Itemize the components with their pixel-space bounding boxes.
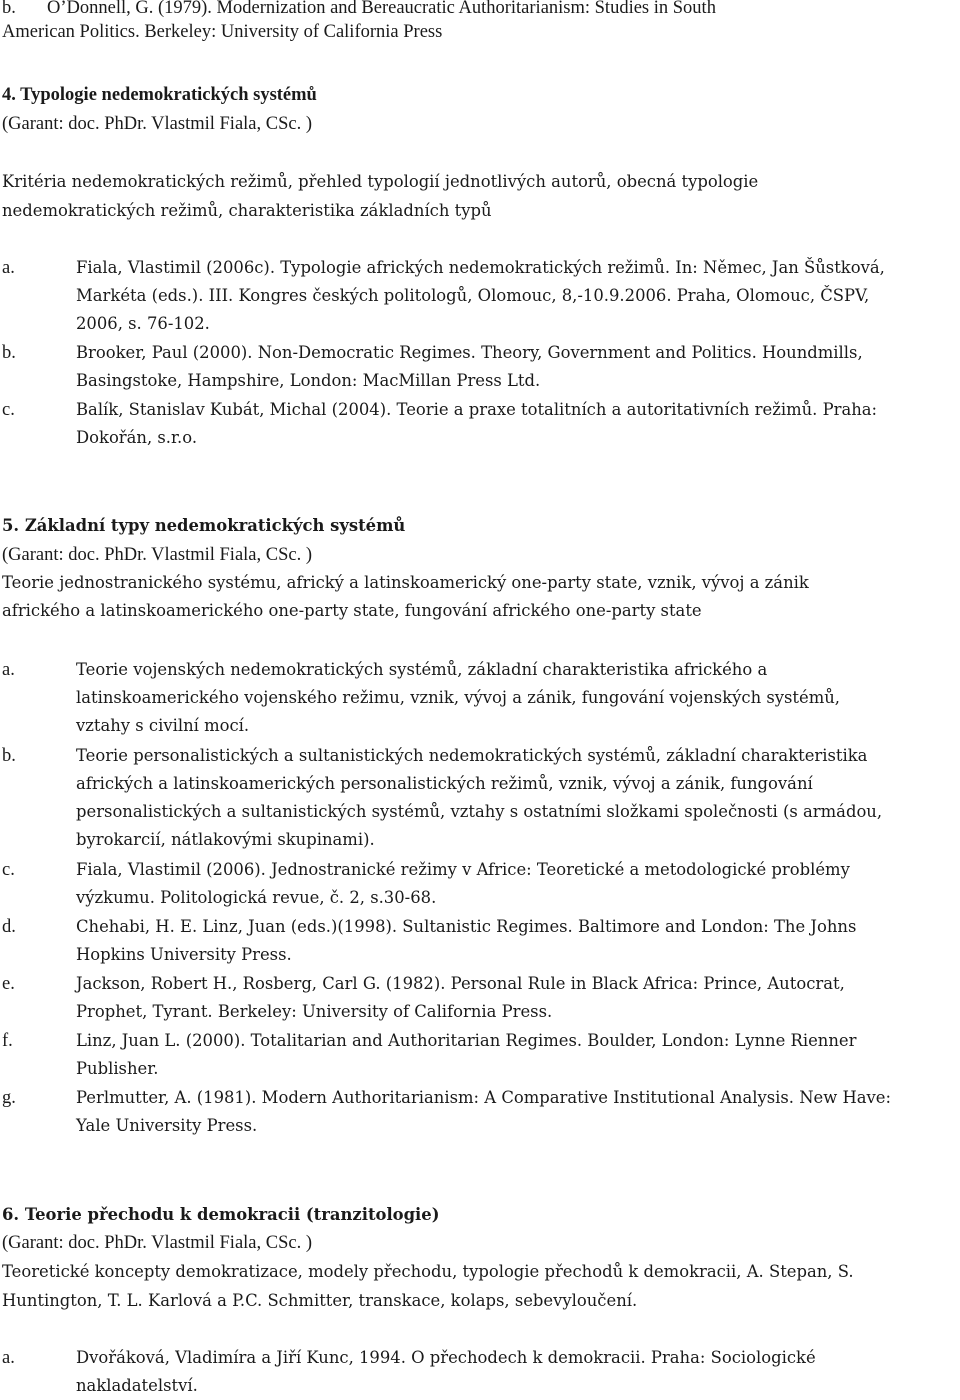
list-item-text: Linz, Juan L. (2000). Totalitarian and Authoritarian Regimes. Boulder, London: Lynne Rienner Publisher. xyxy=(76,1031,857,1078)
section-heading: 5. Základní typy nedemokratických systémů xyxy=(2,516,406,535)
section-garant: (Garant: doc. PhDr. Vlastmil Fiala, CSc. ) xyxy=(2,1233,313,1253)
list-marker: f. xyxy=(2,1031,13,1051)
list-marker: b. xyxy=(2,0,16,18)
list-marker: c. xyxy=(2,400,15,420)
section-garant: (Garant: doc. PhDr. Vlastmil Fiala, CSc. ) xyxy=(2,545,313,565)
reference-line: O’Donnell, G. (1979). Modernization and Bereaucratic Authoritarianism: Studies in South xyxy=(47,0,716,18)
list-marker: d. xyxy=(2,917,16,937)
list-marker: b. xyxy=(2,343,16,363)
list-marker: a. xyxy=(2,258,15,278)
list-marker: e. xyxy=(2,974,15,994)
section-description: Kritéria nedemokratických režimů, přehled typologií jednotlivých autorů, obecná typologie xyxy=(2,172,759,191)
section-description: Huntington, T. L. Karlová a P.C. Schmitter, transkace, kolaps, sebevyloučení. xyxy=(2,1291,638,1310)
list-item-text: Fiala, Vlastimil (2006). Jednostranické režimy v Africe: Teoretické a metodologické problémy výzkumu. Politologická revue, č. 2, s.30-68. xyxy=(76,860,850,907)
list-marker: c. xyxy=(2,860,15,880)
section-description: Teorie jednostranického systému, africký a latinskoamerický one-party state, vznik, vývoj a zánik xyxy=(2,573,809,592)
list-marker: a. xyxy=(2,660,15,680)
list-item-text: Teorie personalistických a sultanistických nedemokratických systémů, základní charakteristika afrických a latinskoamerických personalistických režimů, vznik, vývoj a zánik, fungování personalistických a sultanistických systémů, vztahy s ostatními složkami společnosti (s armádou, byrokarcií, nátlakovými skupinami). xyxy=(76,746,883,849)
list-item-text: Teorie vojenských nedemokratických systémů, základní charakteristika afrického a latinskoamerického vojenského režimu, vznik, vývoj a zánik, fungování vojenských systémů, vztahy s civilní mocí. xyxy=(76,660,841,735)
list-marker: b. xyxy=(2,746,16,766)
section-heading: 6. Teorie přechodu k demokracii (tranzitologie) xyxy=(2,1205,440,1224)
list-item-text: Fiala, Vlastimil (2006c). Typologie afrických nedemokratických režimů. In: Němec, Jan Šůstková, Markéta (eds.). III. Kongres českých politologů, Olomouc, 8,-10.9.2006. Praha, Olomouc, ČSPV, 2006, s. 76-102. xyxy=(76,258,885,333)
list-item-text: Brooker, Paul (2000). Non-Democratic Regimes. Theory, Government and Politics. Houndmills, Basingstoke, Hampshire, London: MacMillan Press Ltd. xyxy=(76,343,863,390)
section-description: Teoretické koncepty demokratizace, modely přechodu, typologie přechodů k demokracii, A. Stepan, S. xyxy=(2,1262,854,1281)
list-marker: a. xyxy=(2,1348,15,1368)
list-item-text: Dvořáková, Vladimíra a Jiří Kunc, 1994. O přechodech k demokracii. Praha: Sociologické nakladatelství. xyxy=(76,1348,816,1395)
section-description: nedemokratických režimů, charakteristika základních typů xyxy=(2,201,492,220)
section-garant: (Garant: doc. PhDr. Vlastmil Fiala, CSc. ) xyxy=(2,114,313,134)
list-item-text: Jackson, Robert H., Rosberg, Carl G. (1982). Personal Rule in Black Africa: Prince, Autocrat, Prophet, Tyrant. Berkeley: University of California Press. xyxy=(76,974,845,1021)
reference-line: American Politics. Berkeley: University of California Press xyxy=(2,22,443,42)
list-marker: g. xyxy=(2,1088,16,1108)
list-item-text: Perlmutter, A. (1981). Modern Authoritarianism: A Comparative Institutional Analysis. New Have: Yale University Press. xyxy=(76,1088,892,1135)
section-heading: 4. Typologie nedemokratických systémů xyxy=(2,85,317,105)
section-description: afrického a latinskoamerického one-party state, fungování afrického one-party state xyxy=(2,601,702,620)
list-item-text: Chehabi, H. E. Linz, Juan (eds.)(1998). Sultanistic Regimes. Baltimore and London: The Johns Hopkins University Press. xyxy=(76,917,857,964)
list-item-text: Balík, Stanislav Kubát, Michal (2004). Teorie a praxe totalitních a autoritativních režimů. Praha: Dokořán, s.r.o. xyxy=(76,400,878,447)
